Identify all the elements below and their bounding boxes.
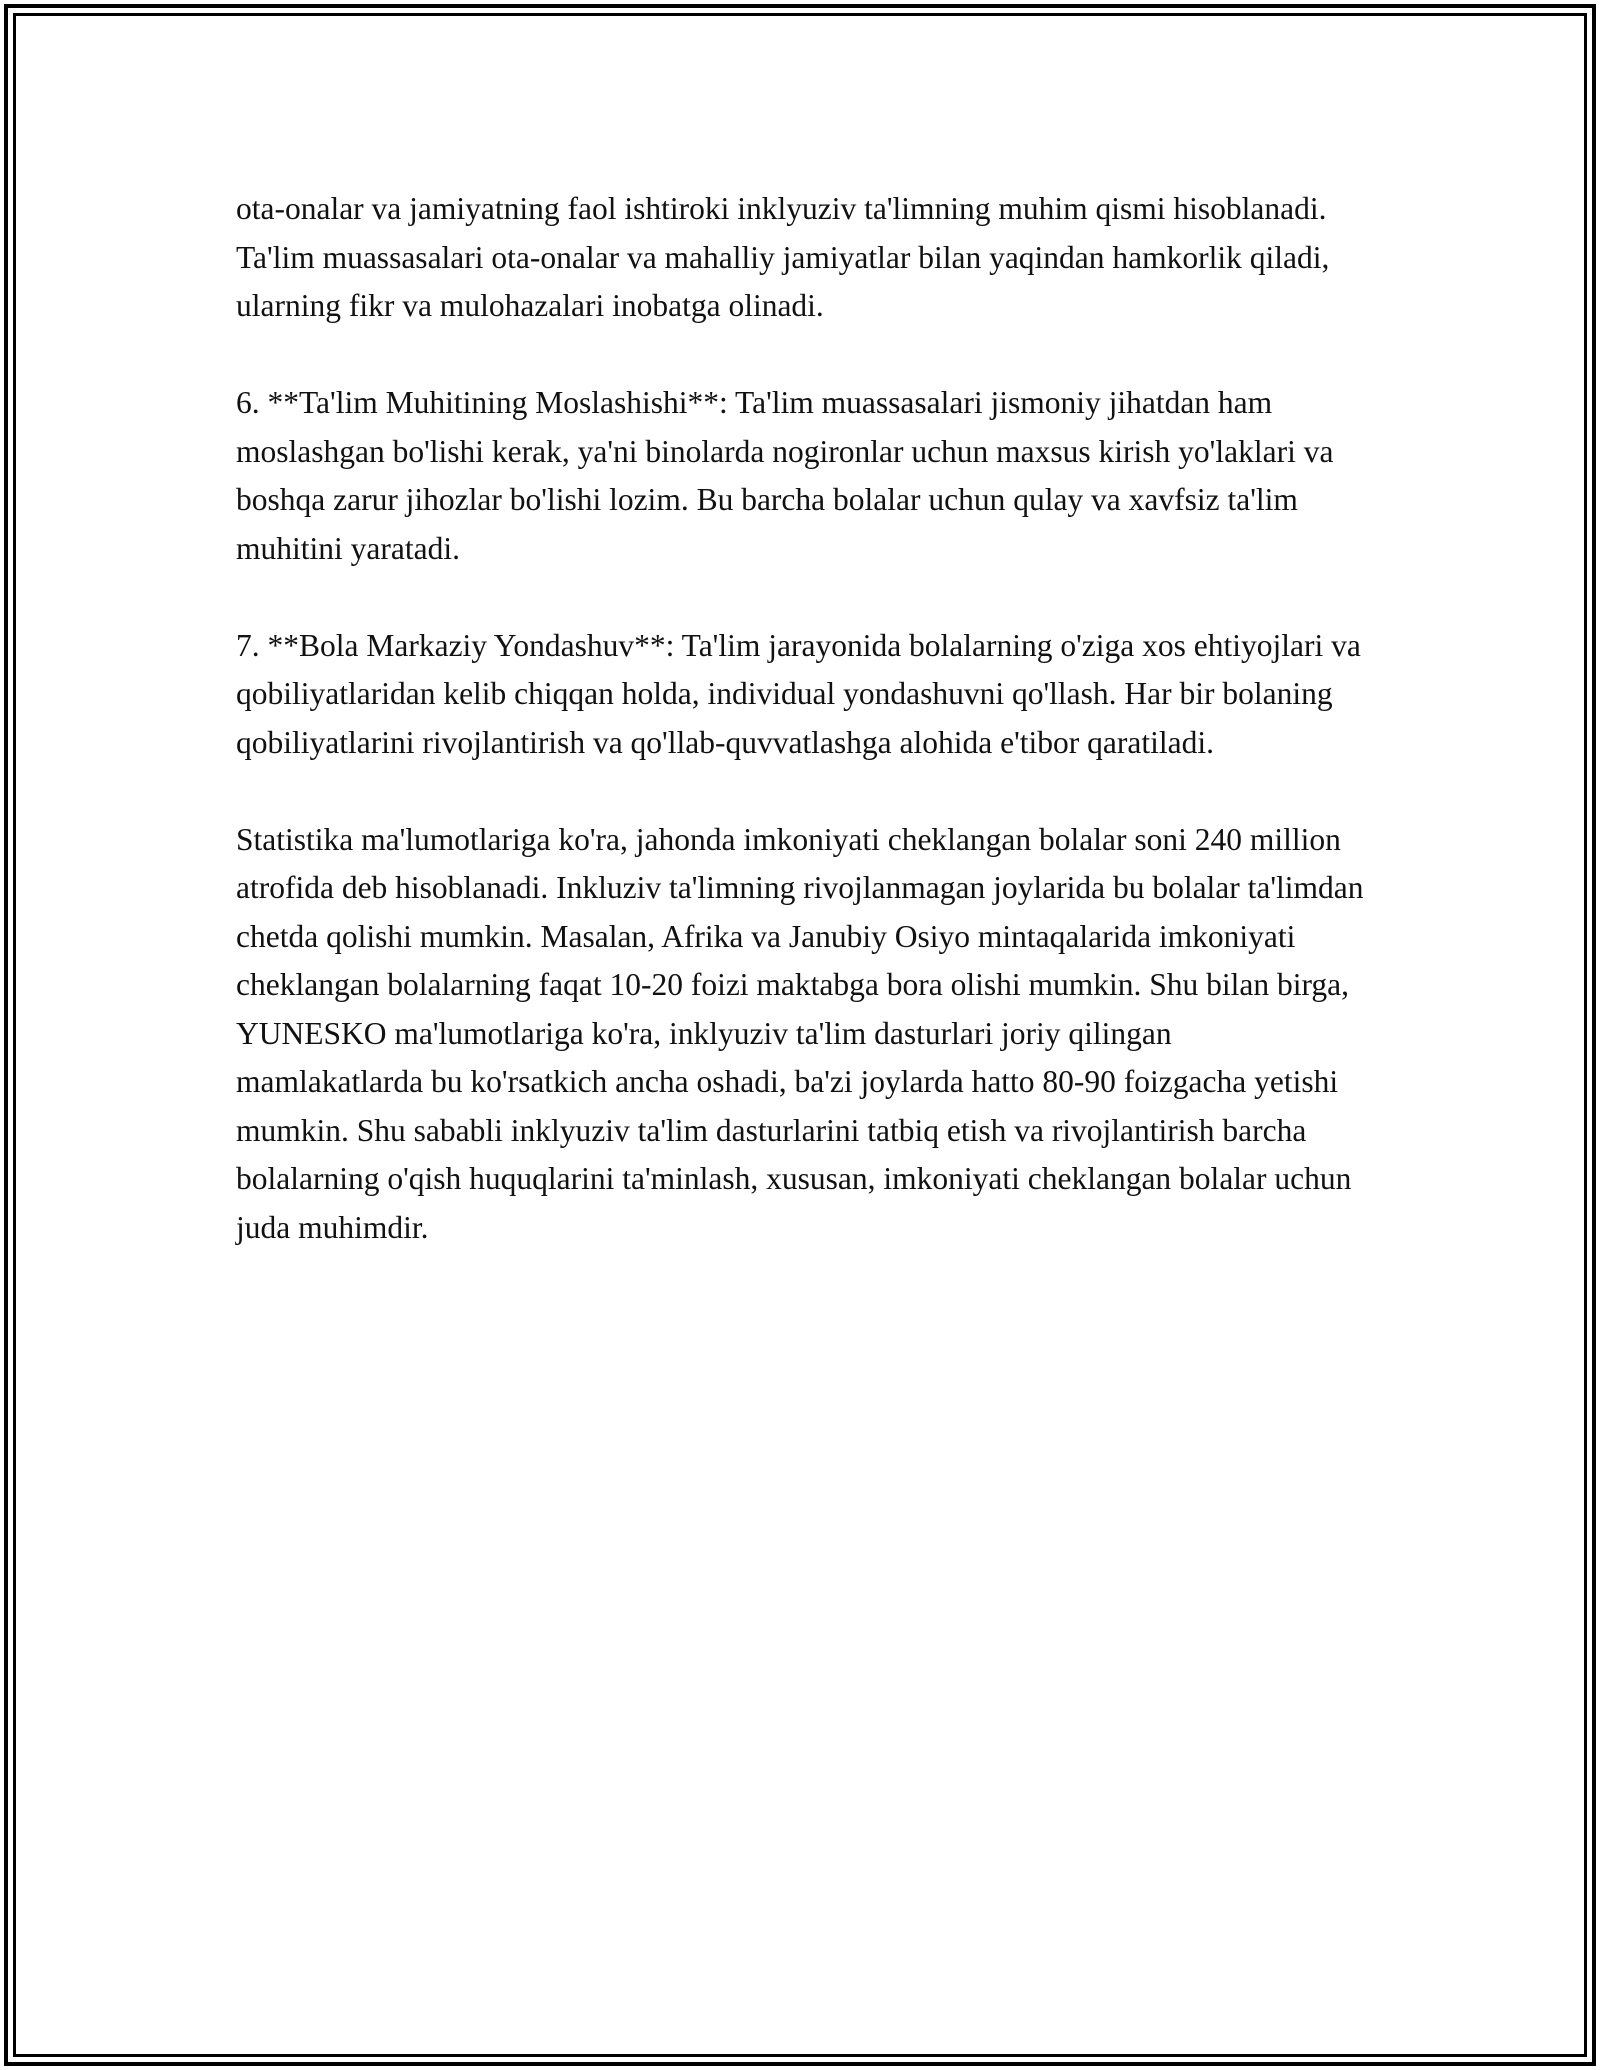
paragraph-child-centered-approach: 7. **Bola Markaziy Yondashuv**: Ta'lim jarayonida bolalarning o'ziga xos ehtiyojlari va qobiliyatlaridan kelib chiqqan holda, individual yondashuvni qo'llash. Har bir bolaning qobiliyatlarini rivojlantirish va qo'llab-quvvatlashga alohida e'tibor qaratiladi. [236, 627, 1361, 760]
paragraph-statistics: Statistika ma'lumotlariga ko'ra, jahonda imkoniyati cheklangan bolalar soni 240 million atrofida deb hisoblanadi. Inkluziv ta'limning rivojlanmagan joylarida bu bolalar ta'limdan chetda qolishi mumkin. Masalan, Afrika va Janubiy Osiyo mintaqalarida imkoniyati cheklangan bolalarning faqat 10-20 foizi maktabga bora olishi mumkin. Shu bilan birga, YUNESKO ma'lumotlariga ko'ra, inklyuziv ta'lim dasturlari joriy qilingan mamlakatlarda bu ko'rsatkich ancha oshadi, ba'zi joylarda hatto 80-90 foizgacha yetishi mumkin. Shu sababli inklyuziv ta'lim dasturlarini tatbiq etish va rivojlantirish barcha bolalarning o'qish huquqlarini ta'minlash, xususan, imkoniyati cheklangan bolalar uchun juda muhimdir. [236, 821, 1364, 1245]
paragraph-community-participation: ota-onalar va jamiyatning faol ishtiroki inklyuziv ta'limning muhim qismi hisoblanadi. Ta'lim muassasalari ota-onalar va mahalliy jamiyatlar bilan yaqindan hamkorlik qiladi, ularning fikr va mulohazalari inobatga olinadi. [236, 191, 1330, 323]
document-body [236, 185, 1366, 1252]
paragraph-environment-adaptation: 6. **Ta'lim Muhitining Moslashishi**: Ta'lim muassasalari jismoniy jihatdan ham moslashgan bo'lishi kerak, ya'ni binolarda nogironlar uchun maxsus kirish yo'laklari va boshqa zarur jihozlar bo'lishi lozim. Bu barcha bolalar uchun qulay va xavfsiz ta'lim muhitini yaratadi. [236, 385, 1334, 566]
